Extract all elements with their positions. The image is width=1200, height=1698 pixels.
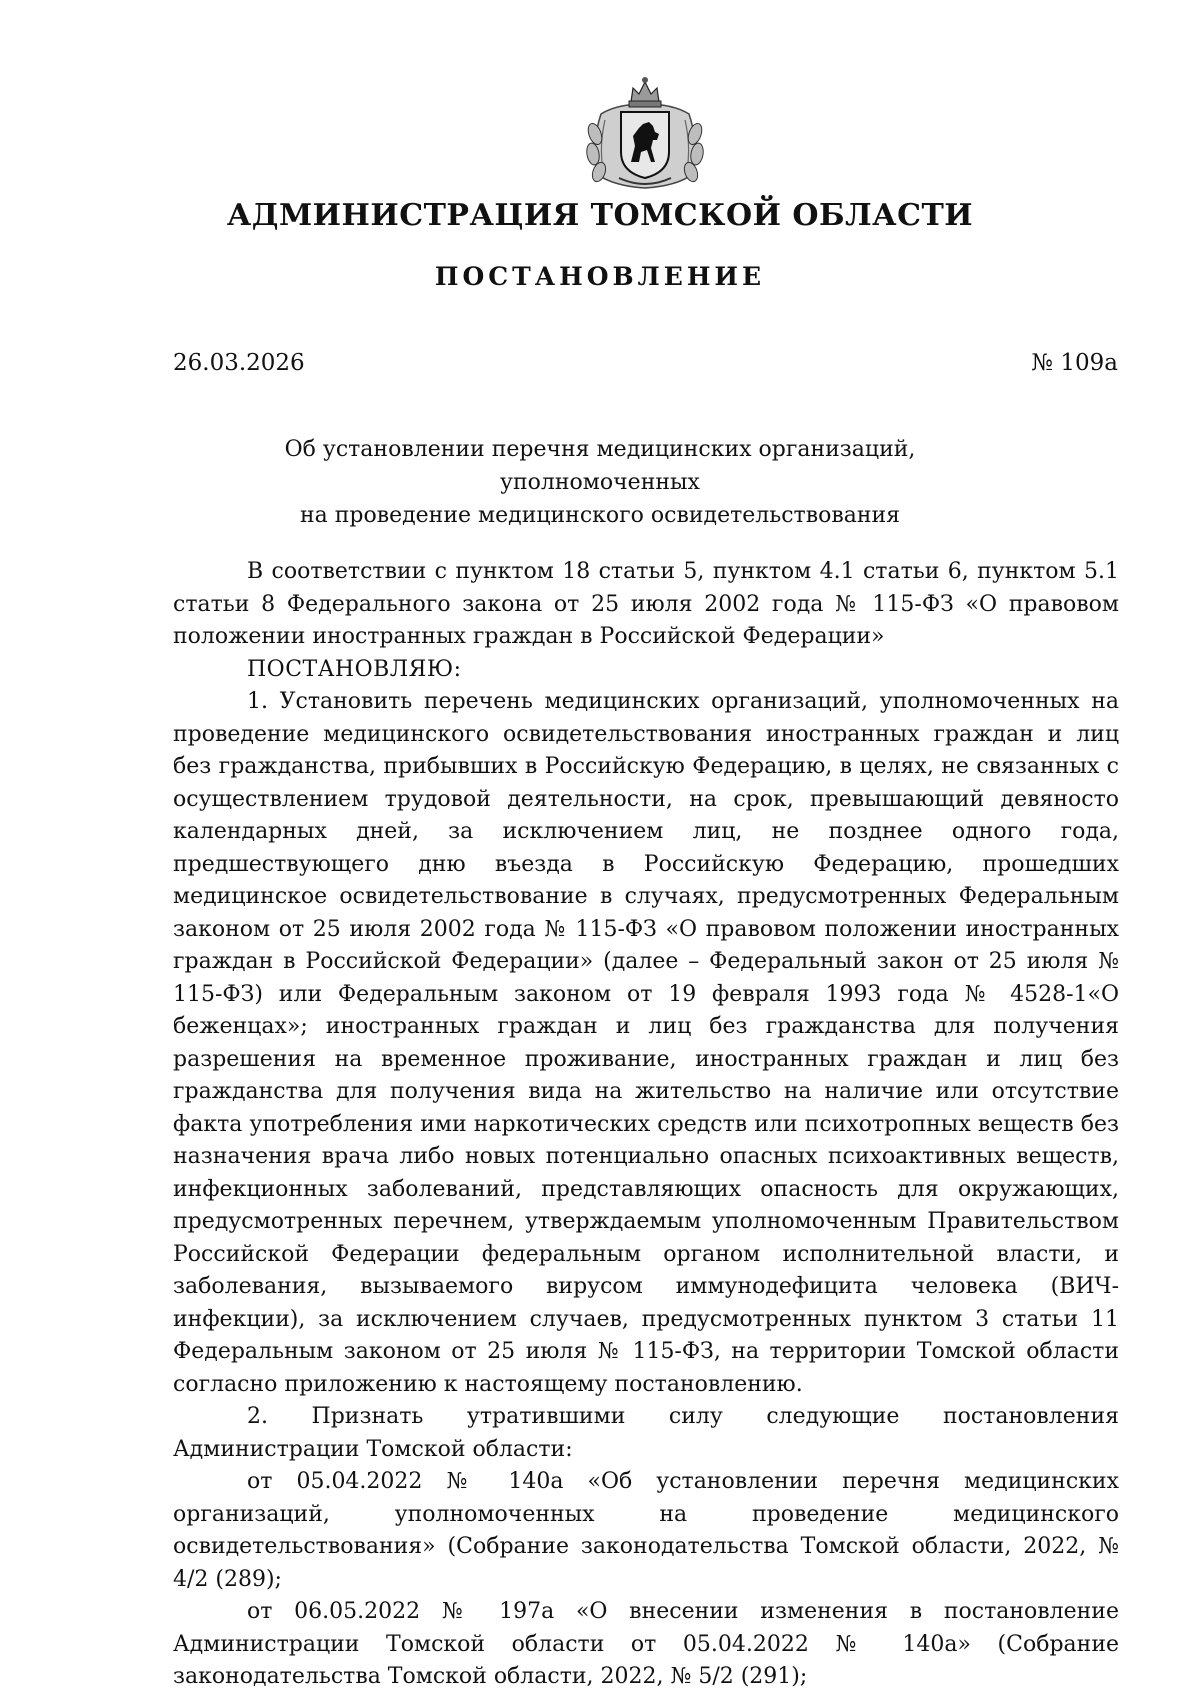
resolve-word: ПОСТАНОВЛЯЮ: [247, 656, 462, 682]
item-1-paragraph: 1. Установить перечень медицинских организаций, уполномоченных на проведение медицинского освидетельствования иностранных граждан и лиц без гражданства, прибывших в Российскую Федерацию, в целях, не связанных с осуществлением трудовой деятельности, на срок, превышающий девяносто календарных дней, за исключением лиц, не позднее одного года, предшествующего дню въезда в Российскую Федерацию, прошедших медицинское освидетельствование в случаях, предусмотренных Федеральным законом от 25 июля 2002 года № 115-ФЗ «О правовом положении иностранных граждан в Российской Федерации» (далее – Федеральный закон от 25 июля № 115-ФЗ) или Федеральным законом от 19 февраля 1993 года № 4528-1«О беженцах»; иностранных граждан и лиц без гражданства для получения разрешения на временное проживание, иностранных граждан и лиц без гражданства для получения вида на жительство на наличие или отсутствие факта употребления ими наркотических средств или психотропных веществ без назначения врача либо новых потенциально опасных психоактивных веществ, инфекционных заболеваний, представляющих опасность для окружающих, предусмотренных перечнем, утверждаемым уполномоченным Правительством Российской Федерации федеральным органом исполнительной власти, и заболевания, вызываемого вирусом иммунодефицита человека (ВИЧ-инфекции), за исключением случаев, предусмотренных пунктом 3 статьи 11 Федеральным законом от 25 июля № 115-ФЗ, на территории Томской области согласно приложению к настоящему постановлению. [173, 689, 1119, 1397]
document-subject [200, 433, 1000, 532]
subject-line-1: Об установлении перечня медицинских организаций, уполномоченных [284, 437, 916, 495]
document-date: 26.03.2026 [173, 350, 305, 376]
coat-of-arms-icon [583, 74, 707, 192]
document-body [173, 556, 1119, 1694]
authority-name: АДМИНИСТРАЦИЯ ТОМСКОЙ ОБЛАСТИ [226, 198, 974, 233]
item-2-repealed-act-2: от 06.05.2022 № 197а «О внесении изменения в постановление Администрации Томской области от 05.04.2022 № 140а» (Собрание законодательства Томской области, 2022, № 5/2 (291); [173, 1599, 1119, 1689]
item-2-paragraph: 2. Признать утратившими силу следующие постановления Администрации Томской области: [173, 1404, 1119, 1462]
item-2-repealed-act-1: от 05.04.2022 № 140а «Об установлении перечня медицинских организаций, уполномоченных на проведение медицинского освидетельствования» (Собрание законодательства Томской области, 2022, № 4/2 (289); [173, 1469, 1119, 1592]
subject-line-2: на проведение медицинского освидетельствования [299, 503, 901, 528]
preamble-paragraph: В соответствии с пунктом 18 статьи 5, пунктом 4.1 статьи 6, пунктом 5.1 статьи 8 Федерального закона от 25 июля 2002 года № 115-ФЗ «О правовом положении иностранных граждан в Российской Федерации» [173, 559, 1119, 649]
document-type: ПОСТАНОВЛЕНИЕ [434, 262, 766, 291]
document-number: № 109а [1031, 350, 1118, 376]
